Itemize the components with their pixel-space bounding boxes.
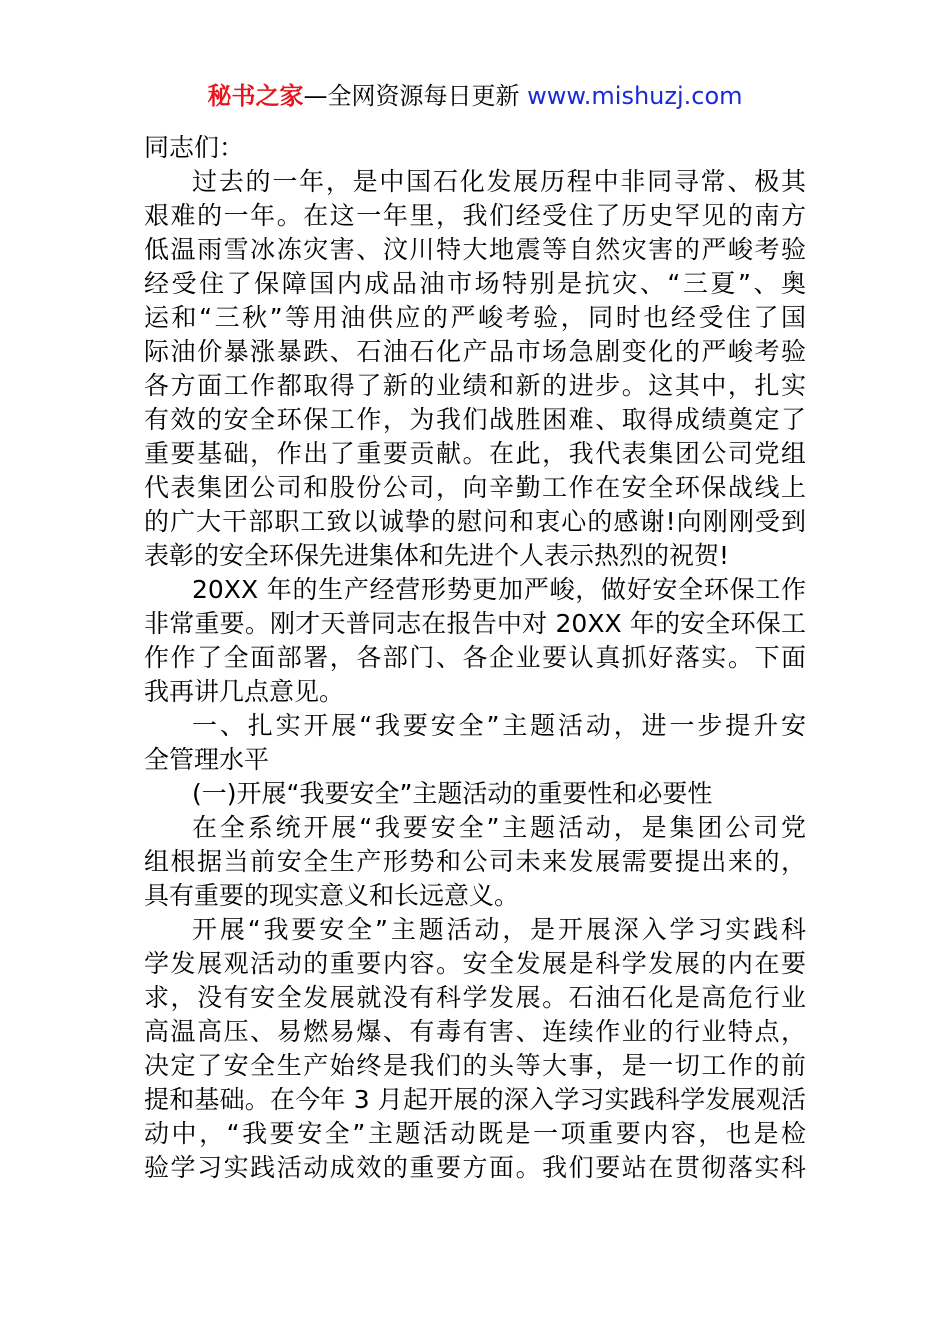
- text-line: (一)开展“我要安全”主题活动的重要性和必要性: [192, 779, 713, 808]
- text-line: 重要基础，作出了重要贡献。在此，我代表集团公司党组: [144, 439, 806, 468]
- site-url-link[interactable]: www.mishuzj.com: [527, 82, 743, 110]
- text-line: 全管理水平: [144, 745, 270, 774]
- text-line: 代表集团公司和股份公司，向辛勤工作在安全环保战线上: [144, 473, 806, 502]
- text-line: 决定了安全生产始终是我们的头等大事，是一切工作的前: [144, 1051, 806, 1080]
- text-line: 20XX 年的生产经营形势更加严峻，做好安全环保工作: [192, 575, 806, 604]
- text-line: 过去的一年，是中国石化发展历程中非同寻常、极其: [192, 167, 806, 196]
- text-line: 我再讲几点意见。: [144, 677, 345, 706]
- text-line: 经受住了保障国内成品油市场特别是抗灾、“三夏”、奥: [144, 269, 806, 298]
- text-line: 学发展观活动的重要内容。安全发展是科学发展的内在要: [144, 949, 806, 978]
- brand-name: 秘书之家: [207, 82, 304, 110]
- text-line: 验学习实践活动成效的重要方面。我们要站在贯彻落实科: [144, 1153, 806, 1182]
- text-line: 际油价暴涨暴跌、石油石化产品市场急剧变化的严峻考验: [144, 337, 806, 366]
- text-line: 有效的安全环保工作，为我们战胜困难、取得成绩奠定了: [144, 405, 806, 434]
- text-line: 艰难的一年。在这一年里，我们经受住了历史罕见的南方: [144, 201, 806, 230]
- text-line: 组根据当前安全生产形势和公司未来发展需要提出来的，: [144, 847, 806, 876]
- text-line: 动中，“我要安全”主题活动既是一项重要内容，也是检: [144, 1119, 806, 1148]
- text-line: 一、扎实开展“我要安全”主题活动，进一步提升安: [192, 711, 806, 740]
- text-line: 开展“我要安全”主题活动，是开展深入学习实践科: [192, 915, 806, 944]
- text-line: 作作了全面部署，各部门、各企业要认真抓好落实。下面: [144, 643, 806, 672]
- text-line: 求，没有安全发展就没有科学发展。石油石化是高危行业: [144, 983, 806, 1012]
- text-line: 低温雨雪冰冻灾害、汶川特大地震等自然灾害的严峻考验: [144, 235, 806, 264]
- text-line: 各方面工作都取得了新的业绩和新的进步。这其中，扎实: [144, 371, 806, 400]
- text-line: 的广大干部职工致以诚挚的慰问和衷心的感谢!向刚刚受到: [144, 507, 806, 536]
- text-line: 非常重要。刚才天普同志在报告中对 20XX 年的安全环保工: [144, 609, 806, 638]
- text-line: 运和“三秋”等用油供应的严峻考验，同时也经受住了国: [144, 303, 806, 332]
- document-body: [144, 131, 806, 1185]
- header-tagline: —全网资源每日更新: [303, 82, 520, 110]
- text-line: 表彰的安全环保先进集体和先进个人表示热烈的祝贺!: [144, 541, 730, 570]
- text-line: 同志们：: [144, 133, 245, 162]
- site-header: [0, 80, 950, 112]
- text-line: 高温高压、易燃易爆、有毒有害、连续作业的行业特点，: [144, 1017, 806, 1046]
- text-line: 具有重要的现实意义和长远意义。: [144, 881, 520, 910]
- text-line: 提和基础。在今年 3 月起开展的深入学习实践科学发展观活: [144, 1085, 806, 1114]
- text-line: 在全系统开展“我要安全”主题活动，是集团公司党: [192, 813, 806, 842]
